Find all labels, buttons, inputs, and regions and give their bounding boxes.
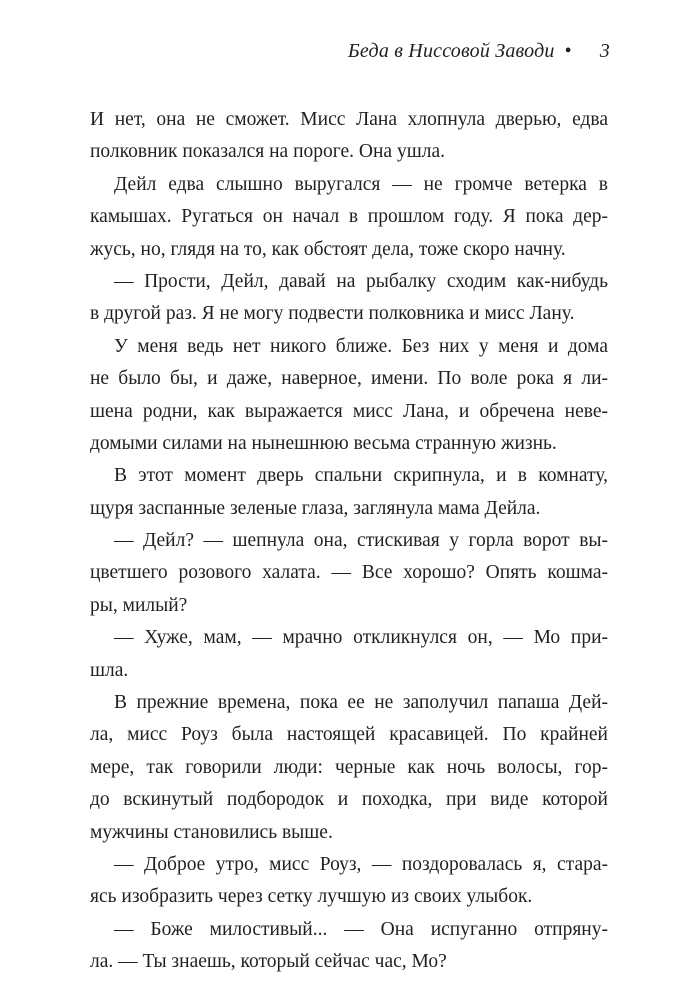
book-title: Беда в Ниссовой Заводи: [347, 40, 555, 62]
text-line: — Доброе утро, мисс Роуз, — поздоровалась я, стара-: [114, 853, 608, 875]
text-line: ясь изобразить через сетку лучшую из своих улыбок.: [90, 886, 533, 908]
text-line: У меня ведь нет никого ближе. Без них у меня и дома: [114, 335, 608, 357]
text-line: — Дейл? — шепнула она, стискивая у горла ворот вы-: [114, 530, 608, 552]
text-line: камышах. Ругаться он начал в прошлом году. Я пока дер-: [90, 206, 608, 228]
text-line: щуря заспанные зеленые глаза, заглянула мама Дейла.: [90, 497, 541, 519]
text-line: домыми силами на нынешнюю весьма странную жизнь.: [90, 432, 557, 454]
text-line: жусь, но, глядя на то, как обстоят дела, тоже скоро начну.: [90, 238, 566, 260]
text-line: мере, так говорили люди: черные как ночь волосы, гор-: [90, 756, 608, 778]
running-head: [348, 40, 610, 63]
text-line: В этот момент дверь спальни скрипнула, и в комнату,: [114, 465, 608, 487]
text-line: не было бы, и даже, наверное, имени. По воле рока я ли-: [90, 368, 608, 390]
bullet-separator: •: [564, 40, 572, 62]
body-text: [90, 104, 608, 979]
text-line: — Прости, Дейл, давай на рыбалку сходим как-нибудь: [114, 270, 608, 292]
text-line: В прежние времена, пока ее не заполучил папаша Дей-: [114, 692, 608, 714]
text-line: Дейл едва слышно выругался — не громче ветерка в: [114, 173, 608, 195]
page-number: 3: [599, 40, 610, 62]
text-line: шена родни, как выражается мисс Лана, и обречена неве-: [90, 400, 608, 422]
text-line: ла, мисс Роуз была настоящей красавицей. По крайней: [90, 724, 608, 746]
text-line: до вскинутый подбородок и походка, при виде которой: [90, 789, 608, 811]
text-line: ла. — Ты знаешь, который сейчас час, Мо?: [90, 951, 447, 973]
text-line: полковник показался на пороге. Она ушла.: [90, 141, 445, 163]
text-line: мужчины становились выше.: [90, 821, 333, 843]
text-line: цветшего розового халата. — Все хорошо? Опять кошма-: [90, 562, 608, 584]
text-line: — Боже милостивый... — Она испуганно отпряну-: [114, 918, 608, 940]
text-line: шла.: [90, 659, 129, 681]
text-line: в другой раз. Я не могу подвести полковника и мисс Лану.: [90, 303, 575, 325]
text-line: — Хуже, мам, — мрачно откликнулся он, — Мо при-: [114, 627, 608, 649]
text-line: ры, милый?: [90, 594, 188, 616]
text-line: И нет, она не сможет. Мисс Лана хлопнула дверью, едва: [90, 109, 608, 130]
